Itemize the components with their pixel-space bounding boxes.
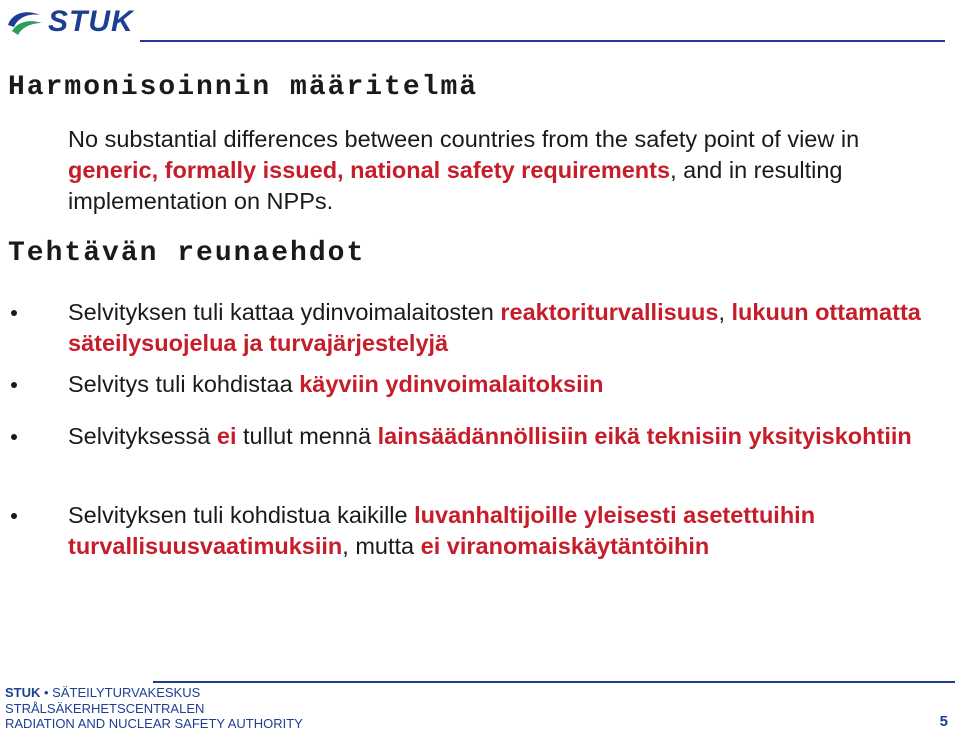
bullet-highlight: käyviin ydinvoimalaitoksiin <box>299 371 604 397</box>
header-divider <box>140 40 945 42</box>
bullet-highlight: lainsäädännöllisiin eikä teknisiin yksityiskohtiin <box>377 423 912 449</box>
page-number: 5 <box>939 713 948 730</box>
logo-text: STUK <box>48 5 134 38</box>
bullet-highlight: ei <box>216 423 237 449</box>
intro-highlight: generic, formally issued, national safety requirements <box>68 157 671 183</box>
intro-paragraph <box>68 124 948 217</box>
bullet-dot-icon <box>11 310 17 316</box>
heading-task-constraints: Tehtävän reunaehdot <box>8 238 366 269</box>
footer-org-short: STUK <box>5 685 41 700</box>
bullet-text: Selvitys tuli kohdistaa <box>68 371 300 397</box>
stuk-emblem-icon <box>6 7 44 37</box>
bullet-text: Selvityksen tuli kohdistua kaikille <box>68 502 415 528</box>
bullet-item <box>68 421 928 452</box>
bullet-highlight: ei viranomaiskäytäntöihin <box>420 533 710 559</box>
footer-org-finnish: • SÄTEILYTURVAKESKUS <box>40 685 201 700</box>
footer-org-line-3: RADIATION AND NUCLEAR SAFETY AUTHORITY <box>5 716 303 731</box>
bullet-text: Selvityksessä <box>68 423 217 449</box>
bullet-highlight: luvanhaltijoille yleisesti asetettuihin turvallisuusvaatimuksiin <box>68 502 816 559</box>
bullet-text: , <box>718 299 732 325</box>
footer <box>0 676 960 730</box>
bullet-item <box>68 369 928 400</box>
bullet-dot-icon <box>11 513 17 519</box>
bullet-highlight: lukuun ottamatta säteilysuojelua ja turvajärjestelyjä <box>68 299 921 356</box>
bullet-item <box>68 297 928 359</box>
bullet-item <box>68 500 928 562</box>
bullet-dot-icon <box>11 382 17 388</box>
footer-org-line-2: STRÅLSÄKERHETSCENTRALEN <box>5 701 205 716</box>
bullet-dot-icon <box>11 434 17 440</box>
stuk-logo <box>6 5 134 39</box>
intro-text-2: , and in resulting implementation on NPPs. <box>68 157 843 214</box>
heading-harmonisation-definition: Harmonisoinnin määritelmä <box>8 72 479 103</box>
bullet-highlight: reaktoriturvallisuus <box>500 299 719 325</box>
bullet-text: tullut mennä <box>236 423 378 449</box>
footer-org-line-1 <box>5 685 200 700</box>
intro-text-1: No substantial differences between countries from the safety point of view in <box>68 126 860 152</box>
bullet-text: , mutta <box>342 533 421 559</box>
footer-divider <box>153 681 955 683</box>
bullet-text: Selvityksen tuli kattaa ydinvoimalaitosten <box>68 299 501 325</box>
